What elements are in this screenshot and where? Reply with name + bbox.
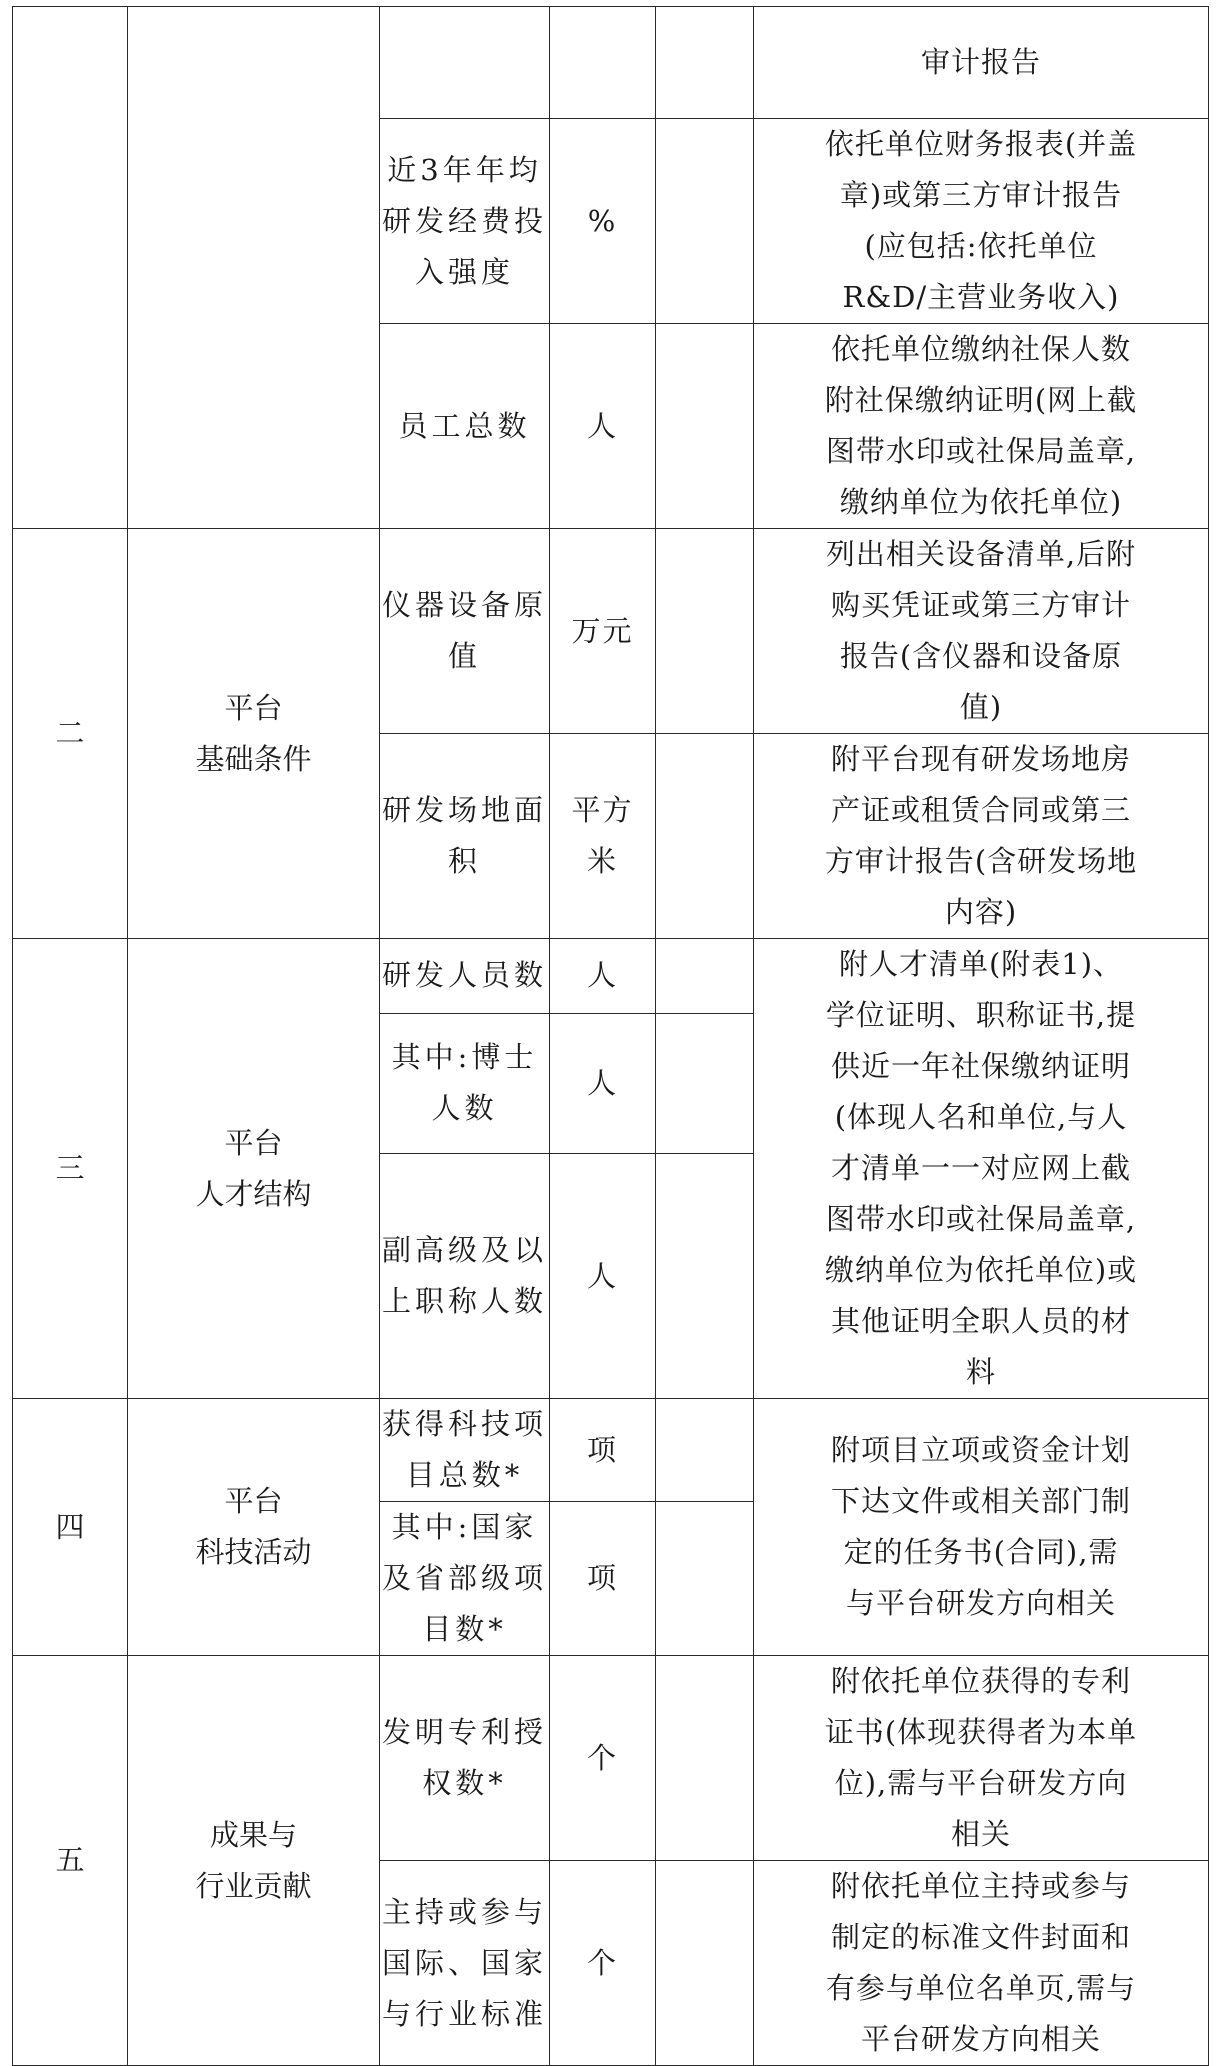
- value-cell: [656, 1154, 754, 1399]
- indicator-text: 获得科技项 目总数*: [381, 1407, 547, 1492]
- value-cell: [656, 7, 754, 119]
- category-text: 平台 科技活动: [195, 1484, 312, 1569]
- materials-text: 依托单位财务报表(并盖 章)或第三方审计报告 (应包括:依托单位 R&D/主营业务收入): [824, 127, 1138, 314]
- unit-cell: [550, 734, 656, 939]
- indicator-cell: [380, 1154, 550, 1399]
- unit-cell: [550, 119, 656, 324]
- value-cell: [656, 1861, 754, 2066]
- indicator-cell: [380, 1399, 550, 1502]
- indicator-cell: [380, 1013, 550, 1153]
- value-cell: [656, 119, 754, 324]
- table-row: [13, 7, 1209, 119]
- table-row: [13, 939, 1209, 1014]
- materials-text: 附依托单位主持或参与 制定的标准文件封面和 有参与单位名单页,需与 平台研发方向相关: [825, 1869, 1137, 2056]
- indicator-cell: [380, 119, 550, 324]
- indicator-cell: [380, 7, 550, 119]
- table-row: [13, 529, 1209, 734]
- materials-text: 列出相关设备清单,后附 购买凭证或第三方审计 报告(含仪器和设备原 值): [825, 537, 1137, 724]
- unit-text: 个: [586, 1740, 618, 1775]
- materials-text: 审计报告: [920, 45, 1041, 79]
- materials-text: 依托单位缴纳社保人数 附社保缴纳证明(网上截 图带水印或社保局盖章, 缴纳单位为依托单位): [824, 332, 1138, 519]
- unit-cell: [550, 1861, 656, 2066]
- unit-text: 人: [586, 1065, 618, 1100]
- value-cell: [656, 1013, 754, 1153]
- materials-cell: [754, 529, 1209, 734]
- section-number: 五: [55, 1843, 85, 1877]
- unit-text: 项: [586, 1561, 618, 1595]
- indicator-table: [12, 6, 1209, 2066]
- indicator-cell: [380, 939, 550, 1014]
- materials-text: 附平台现有研发场地房 产证或租赁合同或第三 方审计报告(含研发场地 内容): [824, 742, 1138, 929]
- materials-cell: [754, 939, 1209, 1399]
- unit-cell: [550, 1013, 656, 1153]
- section-number-cell: [13, 1656, 128, 2066]
- indicator-text: 仪器设备原 值: [381, 588, 547, 673]
- indicator-cell: [380, 1656, 550, 1861]
- indicator-text: 副高级及以 上职称人数: [381, 1233, 547, 1318]
- indicator-text: 主持或参与 国际、国家 与行业标准: [381, 1894, 547, 2031]
- unit-text: 平方 米: [571, 793, 634, 878]
- materials-cell: [754, 734, 1209, 939]
- indicator-text: 近3年年均 研发经费投 入强度: [381, 152, 547, 289]
- materials-cell: [754, 119, 1209, 324]
- section-number-cell: [13, 7, 128, 529]
- section-number-cell: [13, 1399, 128, 1656]
- value-cell: [656, 734, 754, 939]
- table-row: [13, 1656, 1209, 1861]
- unit-cell: [550, 324, 656, 529]
- indicator-cell: [380, 324, 550, 529]
- category-cell: [128, 1656, 380, 2066]
- indicator-cell: [380, 1861, 550, 2066]
- category-cell: [128, 1399, 380, 1656]
- section-number: 四: [55, 1509, 85, 1544]
- indicator-text: 研发人员数: [381, 958, 547, 993]
- indicator-cell: [380, 1502, 550, 1656]
- indicator-cell: [380, 529, 550, 734]
- unit-cell: [550, 1656, 656, 1861]
- materials-text: 附项目立项或资金计划 下达文件或相关部门制 定的任务书(合同),需 与平台研发方向相关: [830, 1433, 1131, 1620]
- section-number: 二: [55, 716, 85, 750]
- materials-cell: [754, 1861, 1209, 2066]
- category-cell: [128, 529, 380, 939]
- category-text: 成果与 行业贡献: [195, 1817, 312, 1903]
- table-row: [13, 1399, 1209, 1502]
- materials-cell: [754, 1399, 1209, 1656]
- category-text: 平台 基础条件: [195, 690, 312, 776]
- unit-text: %: [587, 203, 618, 238]
- indicator-text: 其中:博士 人数: [391, 1040, 538, 1126]
- materials-text: 附人才清单(附表1)、 学位证明、职称证书,提 供近一年社保缴纳证明 (体现人名和单位,与人 才清单一一对应网上截 图带水印或社保局盖章, 缴纳单位为依托单位)或 其他证明全职人员的材 料: [824, 947, 1138, 1389]
- unit-cell: [550, 1399, 656, 1502]
- category-cell: [128, 939, 380, 1399]
- materials-text: 附依托单位获得的专利 证书(体现获得者为本单 位),需与平台研发方向 相关: [824, 1664, 1138, 1851]
- unit-cell: [550, 7, 656, 119]
- value-cell: [656, 1656, 754, 1861]
- category-text: 平台 人才结构: [195, 1125, 312, 1211]
- section-number-cell: [13, 939, 128, 1399]
- indicator-cell: [380, 734, 550, 939]
- indicator-text: 其中:国家 及省部级项 目数*: [381, 1510, 547, 1646]
- value-cell: [656, 529, 754, 734]
- unit-cell: [550, 1502, 656, 1656]
- value-cell: [656, 324, 754, 529]
- category-cell: [128, 7, 380, 529]
- unit-text: 项: [586, 1432, 618, 1467]
- unit-cell: [550, 939, 656, 1014]
- indicator-text: 员工总数: [398, 408, 531, 443]
- value-cell: [656, 1502, 754, 1656]
- unit-text: 人: [586, 1258, 618, 1293]
- section-number-cell: [13, 529, 128, 939]
- unit-cell: [550, 529, 656, 734]
- unit-text: 个: [586, 1945, 618, 1980]
- materials-cell: [754, 1656, 1209, 1861]
- unit-text: 万元: [571, 613, 634, 648]
- value-cell: [656, 1399, 754, 1502]
- unit-text: 人: [586, 958, 618, 993]
- indicator-text: 发明专利授 权数*: [381, 1715, 547, 1800]
- indicator-text: 研发场地面 积: [381, 793, 547, 878]
- value-cell: [656, 939, 754, 1014]
- section-number: 三: [55, 1151, 85, 1185]
- unit-cell: [550, 1154, 656, 1399]
- unit-text: 人: [586, 408, 618, 443]
- materials-cell: [754, 324, 1209, 529]
- materials-cell: [754, 7, 1209, 119]
